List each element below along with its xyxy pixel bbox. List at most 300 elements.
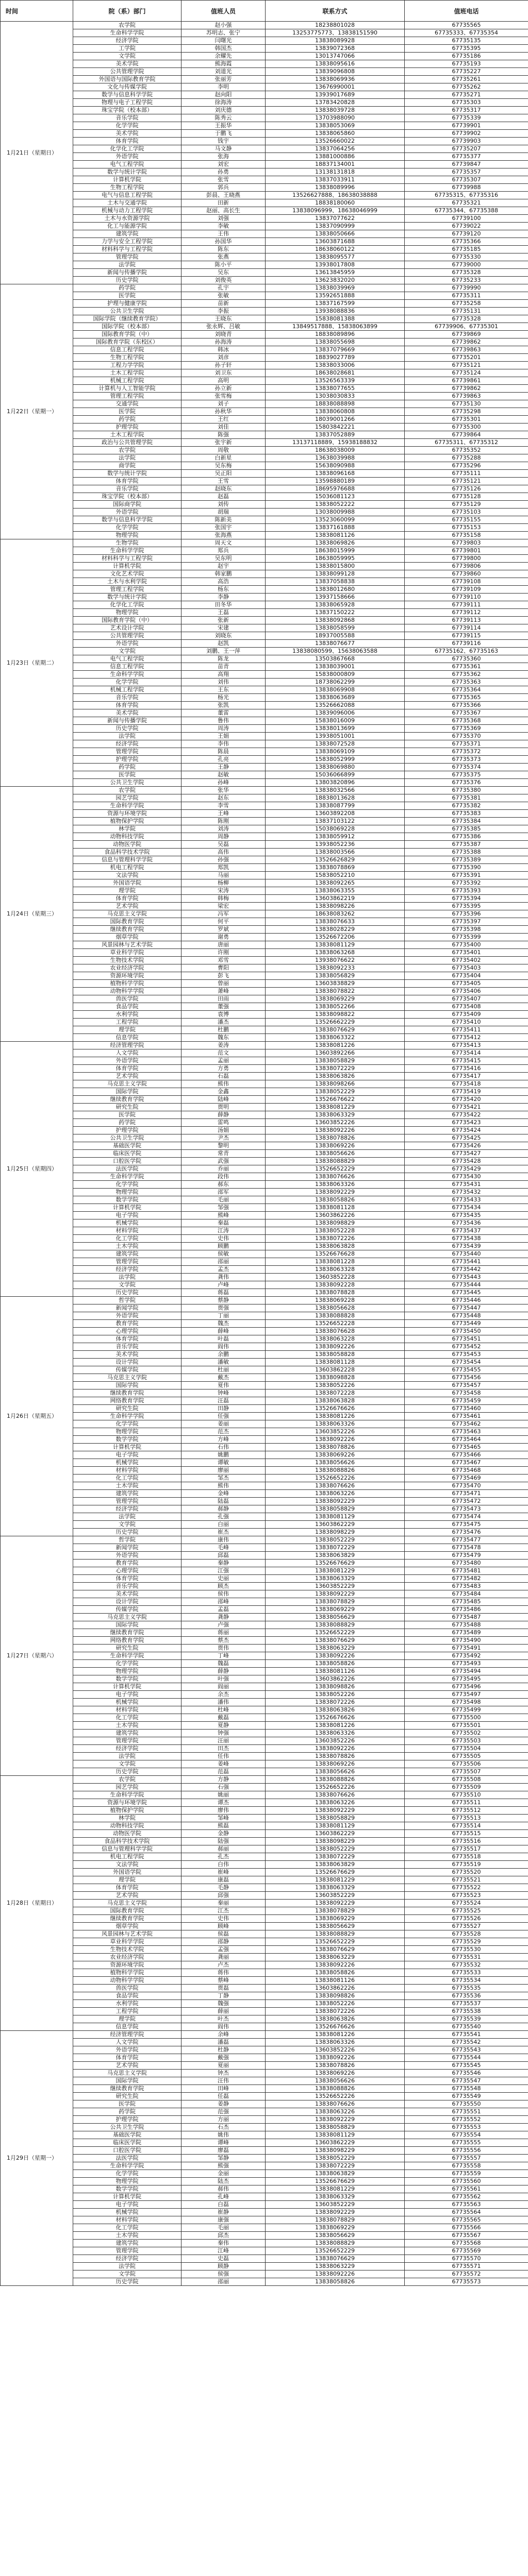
duty-staff-cell: 田静 bbox=[182, 1405, 266, 1413]
contact-cell: 13838012680 bbox=[266, 586, 405, 594]
contact-cell: 13838092226 bbox=[266, 1961, 405, 1969]
duty-staff-cell: 冯军 bbox=[182, 910, 266, 918]
duty-staff-cell: 陆磊 bbox=[182, 1498, 266, 1505]
duty-phone-cell: 67735520 bbox=[405, 1869, 528, 1876]
duty-phone-cell: 67735357 bbox=[405, 168, 528, 176]
duty-phone-cell: 67735527 bbox=[405, 1923, 528, 1930]
duty-phone-cell: 67735328 bbox=[405, 269, 528, 277]
duty-phone-cell: 67735321 bbox=[405, 199, 528, 207]
duty-staff-cell: 陈刚 bbox=[182, 818, 266, 825]
contact-cell: 13838088826 bbox=[266, 1776, 405, 1784]
department-cell: 外国语学院 bbox=[73, 1869, 182, 1876]
department-cell: 信息工程学院 bbox=[73, 346, 182, 354]
duty-staff-cell: 任强 bbox=[182, 1413, 266, 1420]
contact-cell: 13838076629 bbox=[266, 1637, 405, 1645]
duty-staff-cell: 金丽 bbox=[182, 2170, 266, 2178]
table-row bbox=[1, 2147, 528, 2155]
department-cell: 机械学院 bbox=[73, 2209, 182, 2216]
duty-staff-cell: 毛丽 bbox=[182, 2224, 266, 2232]
department-cell: 草业科学学院 bbox=[73, 949, 182, 957]
department-cell: 马克思主义学院 bbox=[73, 910, 182, 918]
duty-phone-cell: 67735502 bbox=[405, 1730, 528, 1737]
table-row bbox=[1, 756, 528, 764]
duty-staff-cell: 任伟 bbox=[182, 1753, 266, 1760]
table-row bbox=[1, 1088, 528, 1096]
table-row bbox=[1, 740, 528, 748]
duty-staff-cell: 孟强 bbox=[182, 1946, 266, 1954]
duty-staff-cell: 熊伟 bbox=[182, 1482, 266, 1490]
duty-staff-cell: 孙国华 bbox=[182, 238, 266, 246]
duty-phone-cell: 67735532 bbox=[405, 1961, 528, 1969]
department-cell: 机械学院 bbox=[73, 1459, 182, 1467]
duty-phone-cell: 67735488 bbox=[405, 1621, 528, 1629]
table-row bbox=[1, 1111, 528, 1119]
department-cell: 珠宝学院（校本部） bbox=[73, 493, 182, 501]
duty-staff-cell: 方静 bbox=[182, 1776, 266, 1784]
duty-staff-cell: 熊伟 bbox=[182, 1080, 266, 1088]
table-row bbox=[1, 972, 528, 980]
contact-cell: 13253775773、13838151590 bbox=[266, 29, 405, 37]
duty-staff-cell: 常青 bbox=[182, 1150, 266, 1158]
department-cell: 护理学院 bbox=[73, 1127, 182, 1134]
duty-phone-cell: 67735395 bbox=[405, 903, 528, 910]
table-row bbox=[1, 1969, 528, 1977]
department-cell: 新闻与传播学院 bbox=[73, 269, 182, 277]
table-row bbox=[1, 1266, 528, 1274]
contact-cell: 13526627888、18638038888 bbox=[266, 192, 405, 199]
contact-cell: 13838076677 bbox=[266, 640, 405, 648]
duty-staff-cell: 熊强 bbox=[182, 2162, 266, 2170]
department-cell: 药学院 bbox=[73, 1119, 182, 1127]
duty-phone-cell: 67735445 bbox=[405, 1289, 528, 1297]
contact-cell: 13838069226 bbox=[266, 2070, 405, 2077]
duty-phone-cell: 67735344、67735388 bbox=[405, 207, 528, 215]
table-row bbox=[1, 555, 528, 563]
department-cell: 计算机学院 bbox=[73, 1683, 182, 1691]
table-row bbox=[1, 910, 528, 918]
contact-cell: 13838058828 bbox=[266, 1351, 405, 1359]
duty-staff-cell: 刘伟 bbox=[182, 679, 266, 686]
duty-staff-cell: 孔强 bbox=[182, 1513, 266, 1521]
department-cell: 林学院 bbox=[73, 825, 182, 833]
duty-phone-cell: 67735569 bbox=[405, 2247, 528, 2255]
duty-staff-cell: 郝东 bbox=[182, 1181, 266, 1189]
duty-phone-cell: 67735534 bbox=[405, 1977, 528, 1985]
department-cell: 法学院 bbox=[73, 1274, 182, 1281]
duty-staff-cell: 王娟 bbox=[182, 733, 266, 740]
duty-staff-cell: 邹强 bbox=[182, 1204, 266, 1212]
duty-staff-cell: 叶磊 bbox=[182, 1335, 266, 1343]
duty-phone-cell: 67739115 bbox=[405, 632, 528, 640]
department-cell: 网络教育学院 bbox=[73, 1397, 182, 1405]
contact-cell: 13838098226 bbox=[266, 903, 405, 910]
table-row bbox=[1, 779, 528, 787]
department-cell: 国际商学院 bbox=[73, 501, 182, 509]
table-row bbox=[1, 60, 528, 68]
table-row bbox=[1, 1992, 528, 2000]
duty-staff-cell: 江杰 bbox=[182, 1907, 266, 1915]
department-cell: 心理学院 bbox=[73, 1567, 182, 1575]
table-row bbox=[1, 1134, 528, 1142]
contact-cell: 13838072229 bbox=[266, 1065, 405, 1073]
duty-staff-cell: 吴磊 bbox=[182, 841, 266, 849]
duty-staff-cell: 范磊 bbox=[182, 1768, 266, 1776]
contact-cell: 13838098229 bbox=[266, 2147, 405, 2155]
department-cell: 历史学院 bbox=[73, 1768, 182, 1776]
duty-phone-cell: 67735498 bbox=[405, 1699, 528, 1706]
table-row bbox=[1, 725, 528, 733]
department-cell: 艺术学院 bbox=[73, 903, 182, 910]
department-cell: 水利学院 bbox=[73, 1011, 182, 1019]
duty-phone-cell: 67735296 bbox=[405, 462, 528, 470]
duty-staff-cell: 武强 bbox=[182, 1158, 266, 1165]
department-cell: 生命科学学院 bbox=[73, 1173, 182, 1181]
table-row bbox=[1, 369, 528, 377]
table-row bbox=[1, 2263, 528, 2270]
contact-cell: 13838092226 bbox=[266, 2270, 405, 2278]
duty-staff-cell: 谭敏 bbox=[182, 1459, 266, 1467]
duty-staff-cell: 白伟 bbox=[182, 1861, 266, 1869]
duty-phone-cell: 67735456 bbox=[405, 1374, 528, 1382]
department-cell: 信息与管理科学学院 bbox=[73, 856, 182, 864]
date-cell: 1月24日（星期三） bbox=[1, 787, 73, 1042]
department-cell: 公共卫生学院 bbox=[73, 2124, 182, 2131]
duty-phone-cell: 67735227 bbox=[405, 68, 528, 76]
duty-staff-cell: 贾明 bbox=[182, 1104, 266, 1111]
contact-cell: 13526676629 bbox=[266, 1560, 405, 1567]
duty-phone-cell: 67735485 bbox=[405, 1598, 528, 1606]
department-cell: 植物科学学院 bbox=[73, 1969, 182, 1977]
contact-cell: 13838081229 bbox=[266, 1567, 405, 1575]
contact-cell: 13838088829 bbox=[266, 1621, 405, 1629]
table-row bbox=[1, 1389, 528, 1397]
duty-staff-cell: 高伟 bbox=[182, 849, 266, 856]
department-cell: 研究生院 bbox=[73, 2093, 182, 2100]
table-row bbox=[1, 1312, 528, 1320]
contact-cell: 13526672206 bbox=[266, 934, 405, 941]
contact-cell: 13838063328 bbox=[266, 1266, 405, 1274]
duty-staff-cell: 郝丽 bbox=[182, 1845, 266, 1853]
contact-cell: 13838063826 bbox=[266, 1706, 405, 1714]
duty-phone-cell: 67735370 bbox=[405, 733, 528, 740]
duty-phone-cell: 67735467 bbox=[405, 1459, 528, 1467]
department-cell: 电子学院 bbox=[73, 1691, 182, 1699]
table-row bbox=[1, 771, 528, 779]
duty-phone-cell: 67735425 bbox=[405, 1134, 528, 1142]
contact-cell: 18638083262 bbox=[266, 910, 405, 918]
contact-cell: 13838056629 bbox=[266, 1614, 405, 1621]
contact-cell: 13838069936 bbox=[266, 76, 405, 83]
contact-cell: 13838092226 bbox=[266, 1652, 405, 1660]
duty-phone-cell: 67735121 bbox=[405, 478, 528, 485]
contact-cell: 13838058826 bbox=[266, 2278, 405, 2286]
department-cell: 马克思主义学院 bbox=[73, 1900, 182, 1907]
duty-phone-cell: 67735464 bbox=[405, 1436, 528, 1444]
department-cell: 文学院 bbox=[73, 1521, 182, 1529]
table-row bbox=[1, 2131, 528, 2139]
duty-phone-cell: 67735430 bbox=[405, 1173, 528, 1181]
duty-phone-cell: 67735186 bbox=[405, 53, 528, 60]
duty-phone-cell: 67735443 bbox=[405, 1274, 528, 1281]
contact-cell: 18638059995 bbox=[266, 555, 405, 563]
duty-phone-cell: 67735542 bbox=[405, 2039, 528, 2046]
duty-staff-cell: 石杰 bbox=[182, 2124, 266, 2131]
department-cell: 风景园林与艺术学院 bbox=[73, 1930, 182, 1938]
duty-staff-cell: 黎明 bbox=[182, 1142, 266, 1150]
table-row bbox=[1, 1065, 528, 1073]
table-row bbox=[1, 2201, 528, 2209]
duty-phone-cell: 67735546 bbox=[405, 2070, 528, 2077]
department-cell: 资源环境学院 bbox=[73, 1961, 182, 1969]
contact-cell: 13838081229 bbox=[266, 1876, 405, 1884]
duty-phone-cell: 67735440 bbox=[405, 1250, 528, 1258]
table-row bbox=[1, 1815, 528, 1822]
duty-staff-cell: 戴强 bbox=[182, 2054, 266, 2062]
contact-cell: 13838088826 bbox=[266, 1467, 405, 1475]
date-cell: 1月21日（星期日） bbox=[1, 22, 73, 284]
duty-phone-cell: 67735271 bbox=[405, 91, 528, 99]
department-cell: 植物保护学院 bbox=[73, 1807, 182, 1815]
table-row bbox=[1, 1606, 528, 1614]
duty-staff-cell: 龚静 bbox=[182, 1614, 266, 1621]
table-row bbox=[1, 1637, 528, 1645]
table-row bbox=[1, 1900, 528, 1907]
department-cell: 研究生院 bbox=[73, 1104, 182, 1111]
table-row bbox=[1, 501, 528, 509]
table-row bbox=[1, 2278, 528, 2286]
department-cell: 工程学院 bbox=[73, 1019, 182, 1026]
department-cell: 网络教育学院 bbox=[73, 1637, 182, 1645]
contact-cell: 13613845959 bbox=[266, 269, 405, 277]
duty-phone-cell: 67735522 bbox=[405, 1884, 528, 1892]
contact-cell: 13838056629 bbox=[266, 2232, 405, 2240]
department-cell: 管理学院 bbox=[73, 1737, 182, 1745]
duty-staff-cell: 郑兵 bbox=[182, 547, 266, 555]
duty-phone-cell: 67735536 bbox=[405, 1992, 528, 2000]
department-cell: 化工学院 bbox=[73, 2224, 182, 2232]
table-row bbox=[1, 45, 528, 53]
duty-phone-cell: 67739903 bbox=[405, 138, 528, 145]
table-row bbox=[1, 1830, 528, 1838]
duty-phone-cell: 67735311 bbox=[405, 292, 528, 300]
duty-phone-cell: 67735524 bbox=[405, 1900, 528, 1907]
duty-phone-cell: 67735537 bbox=[405, 2000, 528, 2008]
table-row bbox=[1, 663, 528, 671]
duty-phone-cell: 67735428 bbox=[405, 1158, 528, 1165]
department-cell: 国际学院 bbox=[73, 2077, 182, 2085]
contact-cell: 13838058826 bbox=[266, 1196, 405, 1204]
table-row bbox=[1, 624, 528, 632]
contact-cell: 13838088829 bbox=[266, 1158, 405, 1165]
duty-phone-cell: 67735404 bbox=[405, 972, 528, 980]
contact-cell: 13503867668 bbox=[266, 655, 405, 663]
table-row bbox=[1, 1521, 528, 1529]
department-cell: 电子学院 bbox=[73, 2201, 182, 2209]
duty-phone-cell: 67735458 bbox=[405, 1389, 528, 1397]
department-cell: 医学院 bbox=[73, 2100, 182, 2108]
table-row bbox=[1, 1096, 528, 1104]
contact-cell: 13603862229 bbox=[266, 2139, 405, 2147]
duty-phone-cell: 67735501 bbox=[405, 1722, 528, 1730]
department-cell: 管理学院 bbox=[73, 1498, 182, 1505]
duty-staff-cell: 王振华 bbox=[182, 122, 266, 130]
duty-staff-cell: 张国宇 bbox=[182, 524, 266, 532]
duty-phone-cell: 67735491 bbox=[405, 1645, 528, 1652]
duty-phone-cell: 67739112 bbox=[405, 609, 528, 617]
table-row bbox=[1, 1405, 528, 1413]
contact-cell: 13838092229 bbox=[266, 2209, 405, 2216]
contact-cell: 13838076626 bbox=[266, 2100, 405, 2108]
table-row bbox=[1, 1946, 528, 1954]
table-row bbox=[1, 1737, 528, 1745]
department-cell: 理学院 bbox=[73, 1876, 182, 1884]
department-cell: 建筑学院 bbox=[73, 230, 182, 238]
table-row bbox=[1, 1961, 528, 1969]
duty-staff-cell: 赵丽、高长生 bbox=[182, 207, 266, 215]
duty-phone-cell: 67735201 bbox=[405, 354, 528, 362]
contact-cell: 13838058599 bbox=[266, 624, 405, 632]
duty-staff-cell: 姜峰 bbox=[182, 1760, 266, 1768]
table-row bbox=[1, 532, 528, 539]
duty-staff-cell: 白新星 bbox=[182, 454, 266, 462]
department-cell: 材料学院 bbox=[73, 1227, 182, 1235]
table-row bbox=[1, 764, 528, 771]
department-cell: 口腔医学院 bbox=[73, 1158, 182, 1165]
contact-cell: 13838096168 bbox=[266, 470, 405, 478]
contact-cell: 13603862229 bbox=[266, 1521, 405, 1529]
duty-staff-cell: 顾静 bbox=[182, 2263, 266, 2270]
duty-phone-cell: 67735549 bbox=[405, 2093, 528, 2100]
duty-phone-cell: 67739116 bbox=[405, 640, 528, 648]
duty-phone-cell: 67735519 bbox=[405, 1861, 528, 1869]
duty-phone-cell: 67735560 bbox=[405, 2178, 528, 2185]
duty-staff-cell: 戴杰 bbox=[182, 1374, 266, 1382]
duty-phone-cell: 67735418 bbox=[405, 1080, 528, 1088]
table-row bbox=[1, 447, 528, 454]
duty-phone-cell: 67735258 bbox=[405, 300, 528, 308]
duty-phone-cell: 67735506 bbox=[405, 1760, 528, 1768]
contact-cell: 13838069226 bbox=[266, 1760, 405, 1768]
contact-cell: 13838098266 bbox=[266, 1080, 405, 1088]
duty-phone-cell: 67735422 bbox=[405, 1111, 528, 1119]
duty-phone-cell: 67739113 bbox=[405, 617, 528, 624]
table-row bbox=[1, 1714, 528, 1722]
duty-staff-cell: 刘佳 bbox=[182, 423, 266, 431]
duty-staff-cell: 张华 bbox=[182, 787, 266, 794]
table-row bbox=[1, 1258, 528, 1266]
department-cell: 经济学院 bbox=[73, 740, 182, 748]
duty-phone-cell: 67735433 bbox=[405, 1196, 528, 1204]
department-cell: 医学院 bbox=[73, 292, 182, 300]
department-cell: 材料科学与工程学院 bbox=[73, 246, 182, 253]
table-row bbox=[1, 284, 528, 292]
table-row bbox=[1, 2000, 528, 2008]
duty-phone-cell: 67739022 bbox=[405, 223, 528, 230]
duty-staff-cell: 魏东 bbox=[182, 1034, 266, 1042]
table-row bbox=[1, 246, 528, 253]
duty-staff-cell: 王磊 bbox=[182, 609, 266, 617]
duty-staff-cell: 刘俊英 bbox=[182, 277, 266, 284]
duty-phone-cell: 67735303 bbox=[405, 99, 528, 107]
duty-phone-cell: 67735482 bbox=[405, 1575, 528, 1583]
department-cell: 医学院 bbox=[73, 771, 182, 779]
department-cell: 法学院 bbox=[73, 2263, 182, 2270]
duty-staff-cell: 周涛 bbox=[182, 725, 266, 733]
duty-phone-cell: 67735504 bbox=[405, 1745, 528, 1753]
department-cell: 体育学院 bbox=[73, 1884, 182, 1892]
department-cell: 计算机与人工智能学院 bbox=[73, 385, 182, 393]
department-cell: 化学学院 bbox=[73, 1420, 182, 1428]
contact-cell: 13838081226 bbox=[266, 1042, 405, 1049]
table-row bbox=[1, 640, 528, 648]
department-cell: 外语学院 bbox=[73, 1552, 182, 1560]
table-row bbox=[1, 1490, 528, 1498]
department-cell: 食品科学技术学院 bbox=[73, 1838, 182, 1845]
contact-cell: 13838092226 bbox=[266, 1343, 405, 1351]
duty-phone-cell: 67735261 bbox=[405, 76, 528, 83]
table-row bbox=[1, 1359, 528, 1366]
duty-phone-cell: 67735452 bbox=[405, 1343, 528, 1351]
duty-phone-cell: 67735373 bbox=[405, 756, 528, 764]
department-cell: 农学院 bbox=[73, 447, 182, 454]
duty-phone-cell: 67735493 bbox=[405, 1660, 528, 1668]
duty-phone-cell: 67735360 bbox=[405, 655, 528, 663]
department-cell: 机械与动力工程学院 bbox=[73, 207, 182, 215]
contact-cell: 13837150222 bbox=[266, 609, 405, 617]
department-cell: 数学学院 bbox=[73, 1196, 182, 1204]
duty-staff-cell: 田峰 bbox=[182, 2085, 266, 2093]
table-row bbox=[1, 1467, 528, 1475]
contact-cell: 13938088836 bbox=[266, 308, 405, 315]
table-row bbox=[1, 995, 528, 1003]
department-cell: 电气工程学院 bbox=[73, 161, 182, 168]
department-cell: 理学院 bbox=[73, 1026, 182, 1034]
duty-staff-cell: 赵向阳 bbox=[182, 91, 266, 99]
duty-staff-cell: 邵静 bbox=[182, 1938, 266, 1946]
duty-staff-cell: 史磊 bbox=[182, 2255, 266, 2263]
duty-phone-cell: 67735500 bbox=[405, 1714, 528, 1722]
table-row bbox=[1, 2054, 528, 2062]
department-cell: 植物科学学院 bbox=[73, 980, 182, 988]
table-row bbox=[1, 2015, 528, 2023]
contact-cell: 13603852229 bbox=[266, 1583, 405, 1590]
table-row bbox=[1, 1791, 528, 1799]
department-cell: 体育学院 bbox=[73, 702, 182, 709]
contact-cell: 13638039988 bbox=[266, 454, 405, 462]
table-row bbox=[1, 393, 528, 400]
table-row bbox=[1, 655, 528, 663]
contact-cell: 13526662088 bbox=[266, 702, 405, 709]
contact-cell: 18638060122 bbox=[266, 246, 405, 253]
contact-cell: 13838063329 bbox=[266, 1884, 405, 1892]
table-row bbox=[1, 478, 528, 485]
contact-cell: 13838092229 bbox=[266, 1189, 405, 1196]
duty-phone-cell: 67735387 bbox=[405, 841, 528, 849]
department-cell: 兽医学院 bbox=[73, 995, 182, 1003]
duty-staff-cell: 孟丽 bbox=[182, 1057, 266, 1065]
duty-staff-cell: 姚伟 bbox=[182, 2131, 266, 2139]
department-cell: 工程学院 bbox=[73, 2008, 182, 2015]
duty-staff-cell: 秦伟 bbox=[182, 2240, 266, 2247]
department-cell: 教育学院 bbox=[73, 1320, 182, 1328]
department-cell: 基础医学院 bbox=[73, 2131, 182, 2139]
table-row bbox=[1, 686, 528, 694]
duty-phone-cell: 67735381 bbox=[405, 794, 528, 802]
duty-phone-cell: 67735514 bbox=[405, 1822, 528, 1830]
department-cell: 土木与交通学院 bbox=[73, 199, 182, 207]
table-row bbox=[1, 787, 528, 794]
table-row bbox=[1, 1822, 528, 1830]
